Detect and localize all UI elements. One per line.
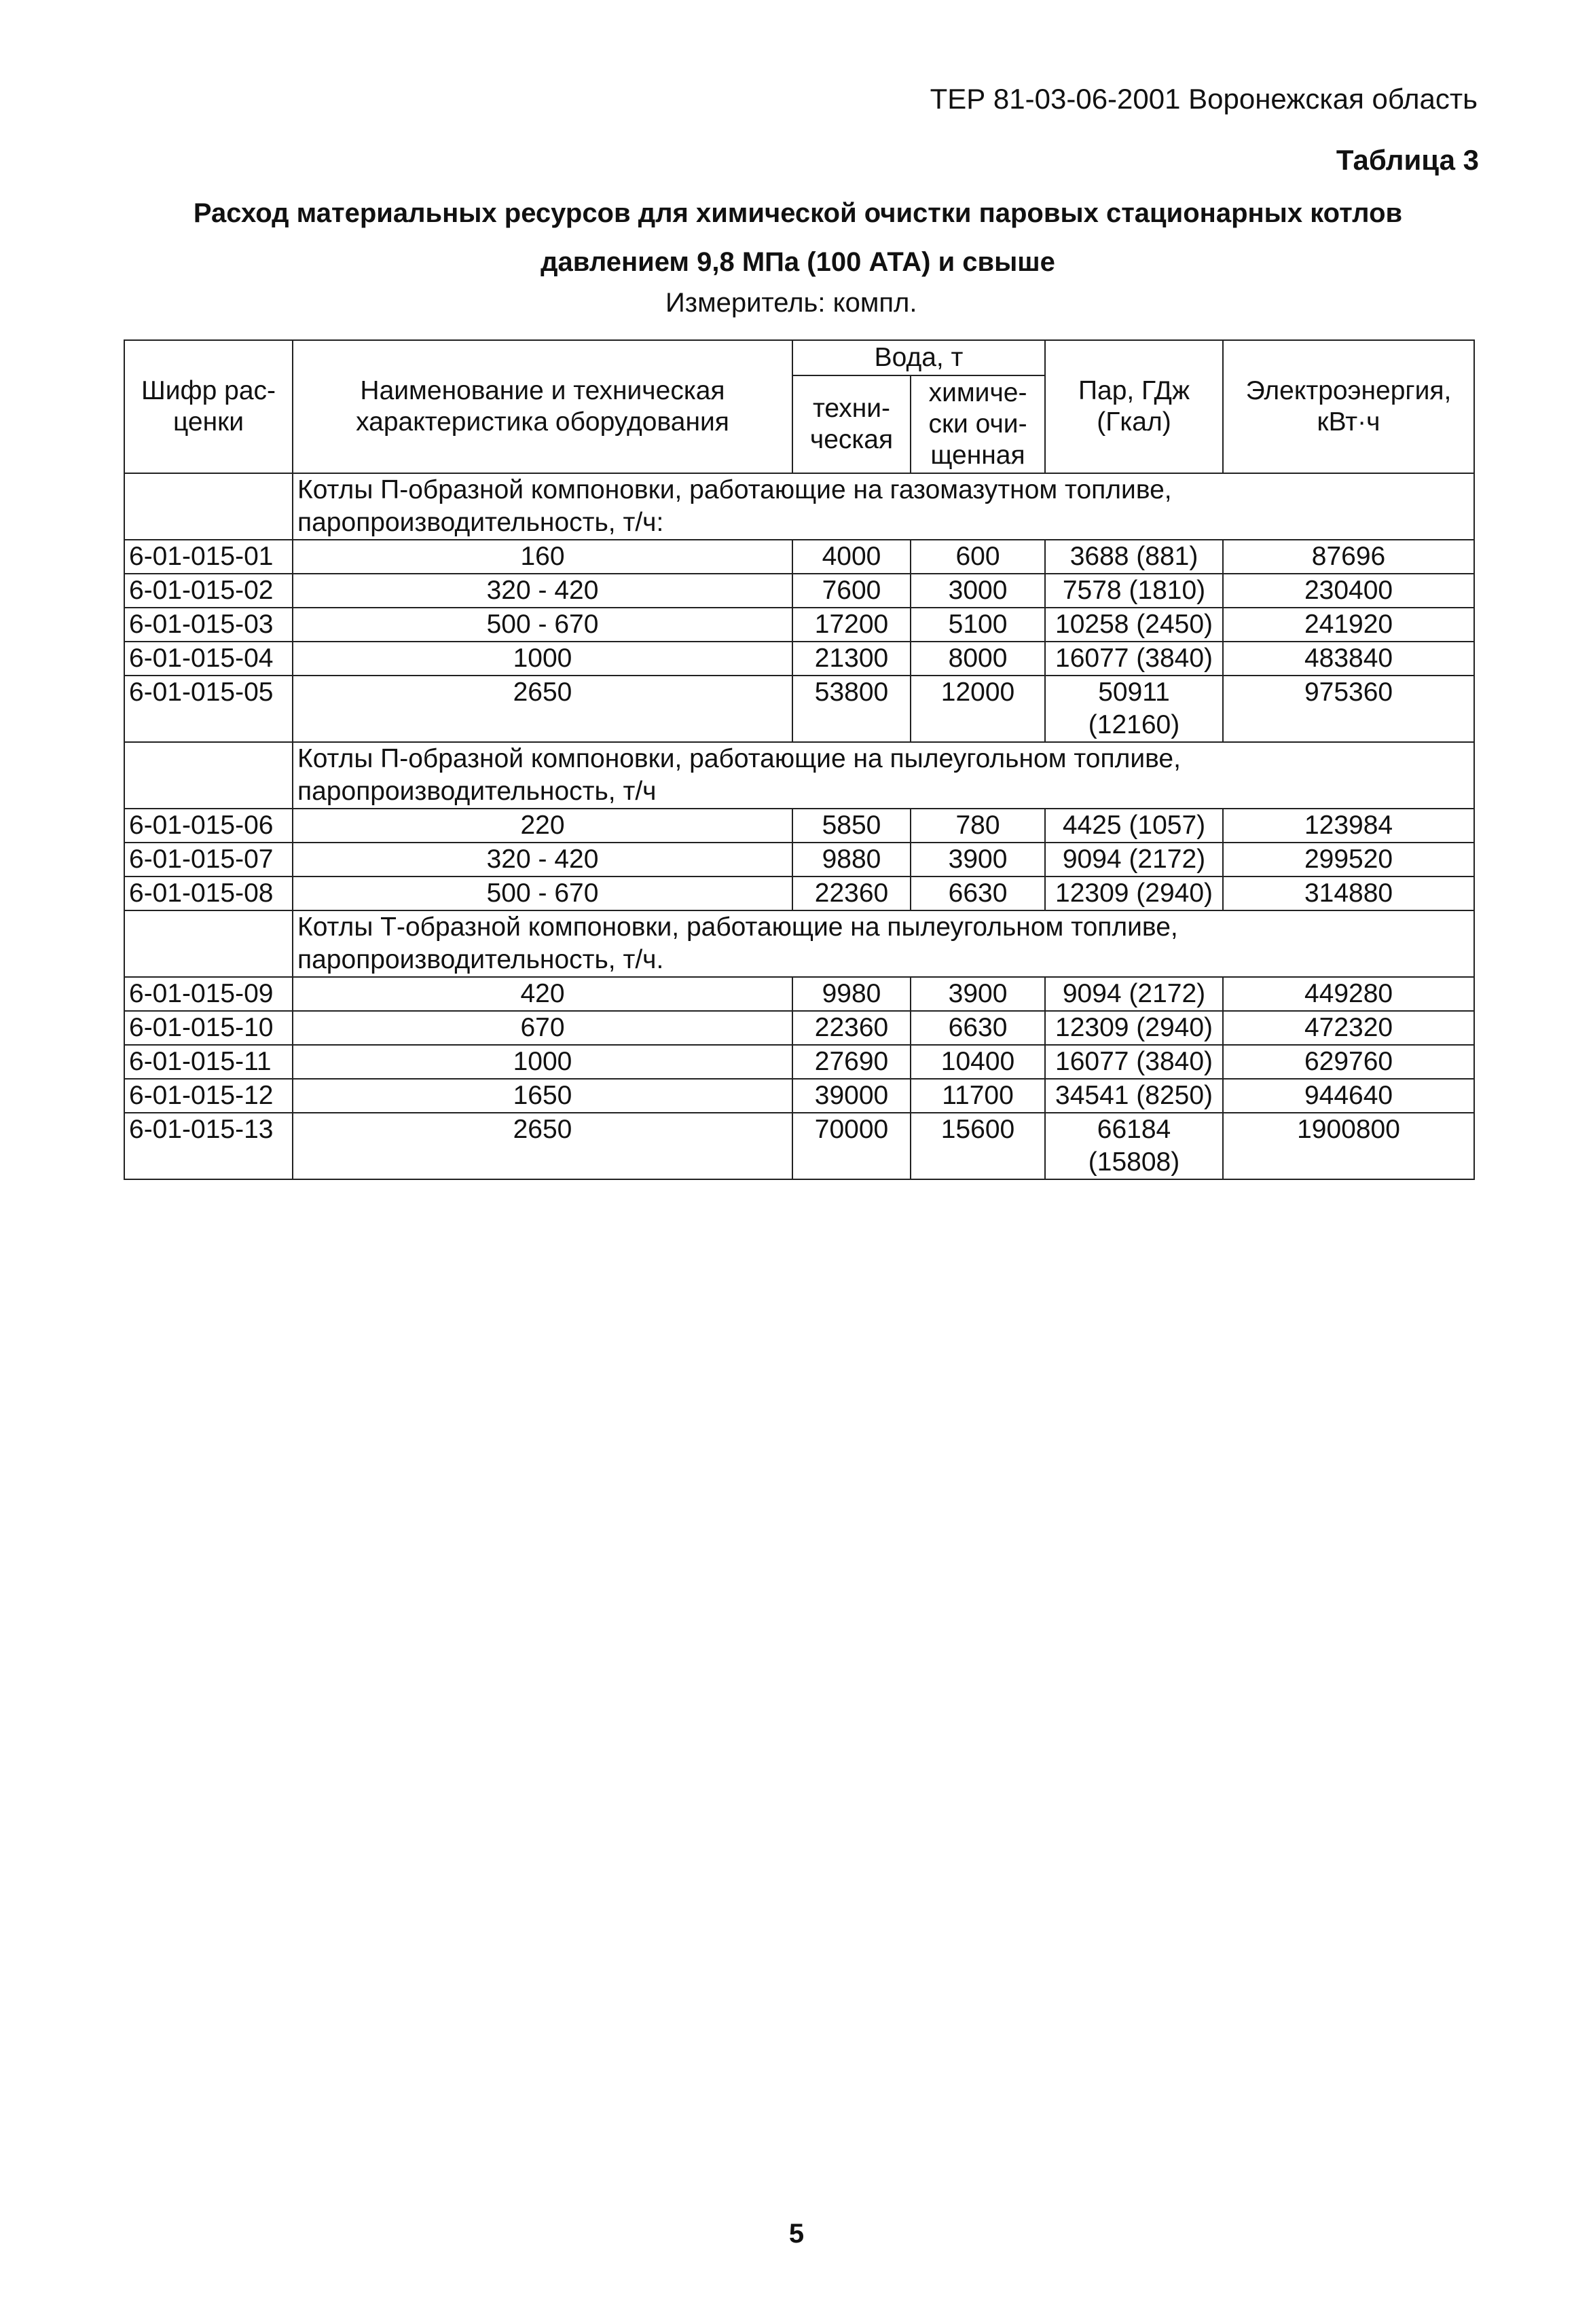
row-steam: 34541 (8250)	[1045, 1079, 1223, 1113]
row-code: 6-01-015-09	[124, 977, 293, 1011]
row-name: 670	[293, 1011, 792, 1045]
col-header-water: Вода, т	[792, 340, 1045, 375]
section-title: Котлы Т-образной компоновки, работающие на пылеугольном топливе, паропроизводительность, т/ч.	[293, 910, 1474, 977]
row-name: 1650	[293, 1079, 792, 1113]
row-steam: 16077 (3840)	[1045, 1045, 1223, 1079]
row-water-chem: 15600	[911, 1113, 1045, 1179]
row-steam: 16077 (3840)	[1045, 642, 1223, 676]
section-code-empty	[124, 910, 293, 977]
row-code: 6-01-015-06	[124, 809, 293, 843]
row-water-tech: 5850	[792, 809, 911, 843]
row-name: 2650	[293, 1113, 792, 1179]
row-power: 1900800	[1223, 1113, 1474, 1179]
row-water-chem: 3900	[911, 977, 1045, 1011]
col-header-name: Наименование и техническая характеристика оборудования	[293, 340, 792, 473]
row-power: 314880	[1223, 877, 1474, 910]
table-row	[124, 1079, 1474, 1113]
section-row	[124, 742, 1474, 809]
row-water-chem: 780	[911, 809, 1045, 843]
row-water-tech: 17200	[792, 608, 911, 642]
row-code: 6-01-015-10	[124, 1011, 293, 1045]
row-steam: 10258 (2450)	[1045, 608, 1223, 642]
row-steam: 12309 (2940)	[1045, 1011, 1223, 1045]
col-header-steam: Пар, ГДж (Гкал)	[1045, 340, 1223, 473]
section-code-empty	[124, 473, 293, 540]
row-power: 629760	[1223, 1045, 1474, 1079]
row-steam: 3688 (881)	[1045, 540, 1223, 574]
col-header-water-chem: химиче-ски очи-щенная	[911, 375, 1045, 473]
row-water-tech: 9980	[792, 977, 911, 1011]
row-water-chem: 6630	[911, 877, 1045, 910]
row-code: 6-01-015-08	[124, 877, 293, 910]
section-row	[124, 473, 1474, 540]
table-row	[124, 574, 1474, 608]
col-header-code: Шифр рас-ценки	[124, 340, 293, 473]
col-header-power: Электроэнергия, кВт·ч	[1223, 340, 1474, 473]
resources-table	[124, 339, 1475, 1180]
row-code: 6-01-015-01	[124, 540, 293, 574]
row-code: 6-01-015-11	[124, 1045, 293, 1079]
row-code: 6-01-015-03	[124, 608, 293, 642]
table-row	[124, 877, 1474, 910]
table-title-line-2: давлением 9,8 МПа (100 АТА) и свыше	[541, 247, 1055, 277]
section-title: Котлы П-образной компоновки, работающие на газомазутном топливе, паропроизводительность, т/ч:	[293, 473, 1474, 540]
row-code: 6-01-015-12	[124, 1079, 293, 1113]
row-name: 1000	[293, 1045, 792, 1079]
table-body	[124, 473, 1474, 1179]
row-power: 944640	[1223, 1079, 1474, 1113]
row-water-chem: 600	[911, 540, 1045, 574]
row-water-tech: 70000	[792, 1113, 911, 1179]
row-water-chem: 6630	[911, 1011, 1045, 1045]
row-water-tech: 22360	[792, 1011, 911, 1045]
row-steam: 7578 (1810)	[1045, 574, 1223, 608]
row-steam: 9094 (2172)	[1045, 977, 1223, 1011]
row-water-chem: 3900	[911, 843, 1045, 877]
table-row	[124, 608, 1474, 642]
row-power: 472320	[1223, 1011, 1474, 1045]
row-code: 6-01-015-04	[124, 642, 293, 676]
row-water-chem: 12000	[911, 676, 1045, 742]
page-number: 5	[788, 2219, 805, 2249]
row-steam: 50911 (12160)	[1045, 676, 1223, 742]
row-water-tech: 27690	[792, 1045, 911, 1079]
row-water-tech: 7600	[792, 574, 911, 608]
table-row	[124, 1011, 1474, 1045]
row-name: 320 - 420	[293, 574, 792, 608]
row-water-tech: 21300	[792, 642, 911, 676]
row-code: 6-01-015-05	[124, 676, 293, 742]
section-code-empty	[124, 742, 293, 809]
row-water-tech: 22360	[792, 877, 911, 910]
table-row	[124, 977, 1474, 1011]
col-header-water-tech: техни-ческая	[792, 375, 911, 473]
row-name: 420	[293, 977, 792, 1011]
row-water-tech: 39000	[792, 1079, 911, 1113]
row-steam: 4425 (1057)	[1045, 809, 1223, 843]
table-row	[124, 843, 1474, 877]
row-name: 2650	[293, 676, 792, 742]
row-steam: 9094 (2172)	[1045, 843, 1223, 877]
row-power: 123984	[1223, 809, 1474, 843]
document-reference: ТЕР 81-03-06-2001 Воронежская область	[930, 83, 1478, 115]
row-power: 483840	[1223, 642, 1474, 676]
table-row	[124, 1045, 1474, 1079]
row-steam: 66184 (15808)	[1045, 1113, 1223, 1179]
row-water-tech: 4000	[792, 540, 911, 574]
section-row	[124, 910, 1474, 977]
row-power: 241920	[1223, 608, 1474, 642]
row-code: 6-01-015-13	[124, 1113, 293, 1179]
table-row	[124, 809, 1474, 843]
table-row	[124, 1113, 1474, 1179]
table-title-line-1: Расход материальных ресурсов для химической очистки паровых стационарных котлов	[193, 198, 1403, 228]
row-code: 6-01-015-07	[124, 843, 293, 877]
row-name: 320 - 420	[293, 843, 792, 877]
row-power: 87696	[1223, 540, 1474, 574]
row-water-chem: 3000	[911, 574, 1045, 608]
row-steam: 12309 (2940)	[1045, 877, 1223, 910]
row-water-tech: 9880	[792, 843, 911, 877]
measurement-unit: Измеритель: компл.	[665, 288, 917, 318]
row-power: 975360	[1223, 676, 1474, 742]
row-name: 500 - 670	[293, 608, 792, 642]
row-water-chem: 11700	[911, 1079, 1045, 1113]
table-row	[124, 540, 1474, 574]
row-power: 230400	[1223, 574, 1474, 608]
table-row	[124, 642, 1474, 676]
row-code: 6-01-015-02	[124, 574, 293, 608]
row-name: 1000	[293, 642, 792, 676]
row-name: 220	[293, 809, 792, 843]
row-power: 299520	[1223, 843, 1474, 877]
row-water-chem: 8000	[911, 642, 1045, 676]
row-water-chem: 5100	[911, 608, 1045, 642]
row-water-chem: 10400	[911, 1045, 1045, 1079]
table-row	[124, 676, 1474, 742]
table-header	[124, 340, 1474, 473]
row-name: 160	[293, 540, 792, 574]
table-title	[122, 189, 1473, 287]
table-number-label: Таблица 3	[1336, 144, 1479, 176]
row-power: 449280	[1223, 977, 1474, 1011]
row-name: 500 - 670	[293, 877, 792, 910]
section-title: Котлы П-образной компоновки, работающие на пылеугольном топливе, паропроизводительность, т/ч	[293, 742, 1474, 809]
row-water-tech: 53800	[792, 676, 911, 742]
